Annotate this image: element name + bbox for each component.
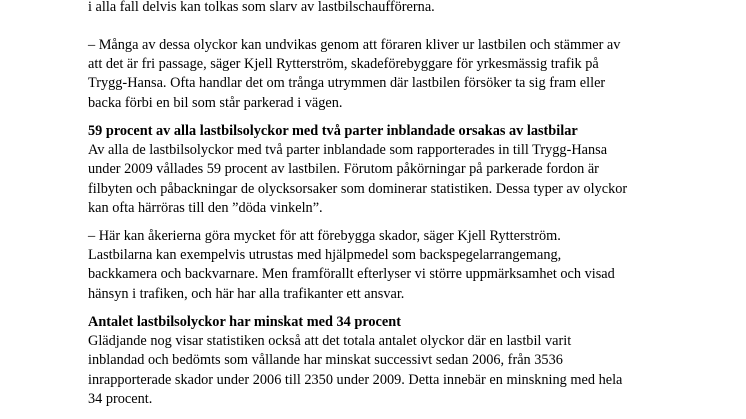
paragraph-line: hänsyn i trafiken, och här har alla trafikanter ett ansvar. [88, 285, 405, 302]
paragraph-line: att det är fri passage, säger Kjell Rytterström, skadeförebyggare för yrkesmässig trafik på [88, 56, 599, 73]
section-2 [88, 313, 688, 409]
paragraph-line: 34 procent. [88, 390, 153, 407]
paragraph-line: Lastbilarna kan exempelvis utrustas med hjälpmedel som backspegelarrangemang, [88, 247, 562, 264]
paragraph-line: backkamera och backvarnare. Men framförallt efterlyser vi större uppmärksamhet och visad [88, 266, 615, 283]
quote-paragraph-1 [88, 36, 688, 113]
paragraph-line: Trygg-Hansa. Ofta handlar det om trånga utrymmen där lastbilen försöker ta sig fram eller [88, 75, 606, 92]
section-1 [88, 122, 688, 218]
section-heading: Antalet lastbilsolyckor har minskat med 34 procent [88, 314, 401, 330]
paragraph-line: i alla fall delvis kan tolkas som slarv av lastbilschaufförerna. [88, 0, 435, 15]
section-heading: 59 procent av alla lastbilsolyckor med två parter inblandade orsakas av lastbilar [88, 123, 578, 139]
paragraph-line: – Många av dessa olyckor kan undvikas genom att föraren kliver ur lastbilen och stämmer av [88, 37, 621, 53]
paragraph-line: inblandad och bedömts som vållande har minskat successivt sedan 2006, från 3536 [88, 352, 563, 369]
paragraph-line: – Här kan åkerierna göra mycket för att förebygga skador, säger Kjell Rytterström. [88, 228, 561, 244]
paragraph-line: kan ofta härröras till den ”döda vinkeln”. [88, 199, 323, 216]
paragraph-line: Glädjande nog visar statistiken också att det totala antalet olyckor där en lastbil varit [88, 333, 572, 350]
paragraph-line: filbyten och påbackningar de olycksorsaker som dominerar statistiken. Dessa typer av olyckor [88, 180, 628, 197]
paragraph-line: under 2009 vållades 59 procent av lastbilen. Förutom påkörningar på parkerade fordon är [88, 161, 599, 178]
paragraph-line: backa förbi en bil som står parkerad i vägen. [88, 94, 343, 111]
quote-paragraph-2 [88, 227, 688, 304]
paragraph-line: inrapporterade skador under 2006 till 2350 under 2009. Detta innebär en minskning med hela [88, 371, 623, 388]
paragraph-line: Av alla de lastbilsolyckor med två parter inblandade som rapporterades in till Trygg-Hansa [88, 142, 608, 159]
intro-paragraph [88, 0, 688, 17]
